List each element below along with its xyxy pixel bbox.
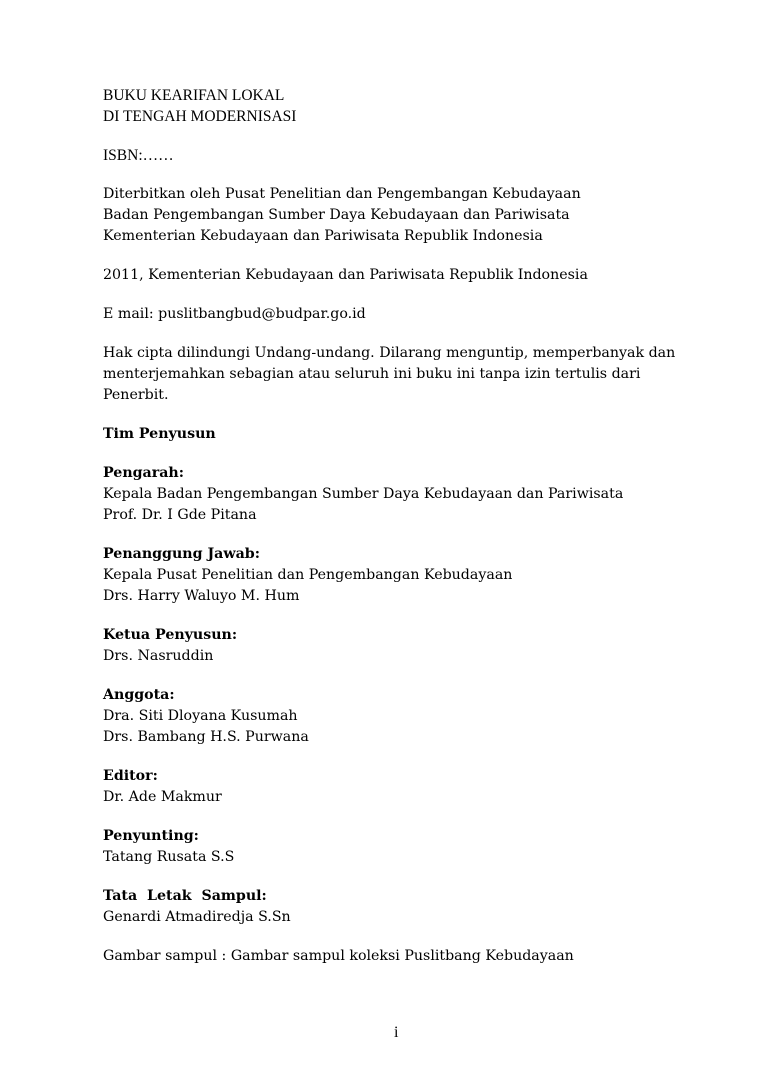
publisher-line-1 xyxy=(103,184,713,205)
section-anggota xyxy=(103,685,713,748)
cover-image-line: Gambar sampul : Gambar sampul koleksi Puslitbang Kebudayaan xyxy=(103,948,574,964)
anggota-line-1: Dra. Siti Dloyana Kusumah xyxy=(103,708,298,724)
penyunting-label: Penyunting: xyxy=(103,828,199,844)
pengarah-line-1: Kepala Badan Pengembangan Sumber Daya Kebudayaan dan Pariwisata xyxy=(103,486,624,502)
publisher-line-1-rest: Pusat Penelitian dan Pengembangan Kebudayaan xyxy=(224,186,581,202)
email-line: E mail: puslitbangbud@budpar.go.id xyxy=(103,306,366,322)
pengarah-line-2: Prof. Dr. I Gde Pitana xyxy=(103,507,257,523)
book-title xyxy=(103,85,713,127)
ketua-penyusun-line-1: Drs. Nasruddin xyxy=(103,648,214,664)
rights-line-2: menterjemahkan sebagian atau seluruh ini buku ini tanpa izin tertulis dari xyxy=(103,366,641,382)
anggota-label: Anggota: xyxy=(103,687,175,703)
publisher-line-3: Kementerian Kebudayaan dan Pariwisata Republik Indonesia xyxy=(103,228,543,244)
editor-label: Editor: xyxy=(103,768,158,784)
rights-line-3: Penerbit. xyxy=(103,387,169,403)
publisher-block xyxy=(103,184,713,247)
section-ketua-penyusun xyxy=(103,625,713,667)
publisher-line-2: Badan Pengembangan Sumber Daya Kebudayaan dan Pariwisata xyxy=(103,207,570,223)
ketua-penyusun-label: Ketua Penyusun: xyxy=(103,627,238,643)
tata-letak-sampul-label: Tata Letak Sampul: xyxy=(103,888,267,904)
page-number: i xyxy=(394,1024,399,1041)
rights-paragraph xyxy=(103,343,713,406)
pengarah-label: Pengarah: xyxy=(103,465,184,481)
tata-letak-sampul-line-1: Genardi Atmadiredja S.Sn xyxy=(103,909,291,925)
editor-line-1: Dr. Ade Makmur xyxy=(103,789,222,805)
section-penyunting xyxy=(103,826,713,868)
penanggung-jawab-line-1: Kepala Pusat Penelitian dan Pengembangan Kebudayaan xyxy=(103,567,513,583)
penyunting-line-1: Tatang Rusata S.S xyxy=(103,849,235,865)
section-pengarah xyxy=(103,463,713,526)
section-tata-letak-sampul xyxy=(103,886,713,928)
section-penanggung-jawab xyxy=(103,544,713,607)
section-editor xyxy=(103,766,713,808)
rights-line-1: Hak cipta dilindungi Undang-undang. Dilarang menguntip, memperbanyak dan xyxy=(103,345,676,361)
publisher-prefix: Diterbitkan oleh xyxy=(103,186,221,202)
penanggung-jawab-line-2: Drs. Harry Waluyo M. Hum xyxy=(103,588,300,604)
isbn-line: ISBN:…… xyxy=(103,147,174,164)
copyright-year-line: 2011, Kementerian Kebudayaan dan Pariwisata Republik Indonesia xyxy=(103,267,588,283)
anggota-line-2: Drs. Bambang H.S. Purwana xyxy=(103,729,309,745)
book-title-line-1: BUKU KEARIFAN LOKAL xyxy=(103,87,285,104)
book-title-line-2: DI TENGAH MODERNISASI xyxy=(103,108,297,125)
document-page xyxy=(103,85,713,967)
team-heading: Tim Penyusun xyxy=(103,426,216,442)
penanggung-jawab-label: Penanggung Jawab: xyxy=(103,546,260,562)
